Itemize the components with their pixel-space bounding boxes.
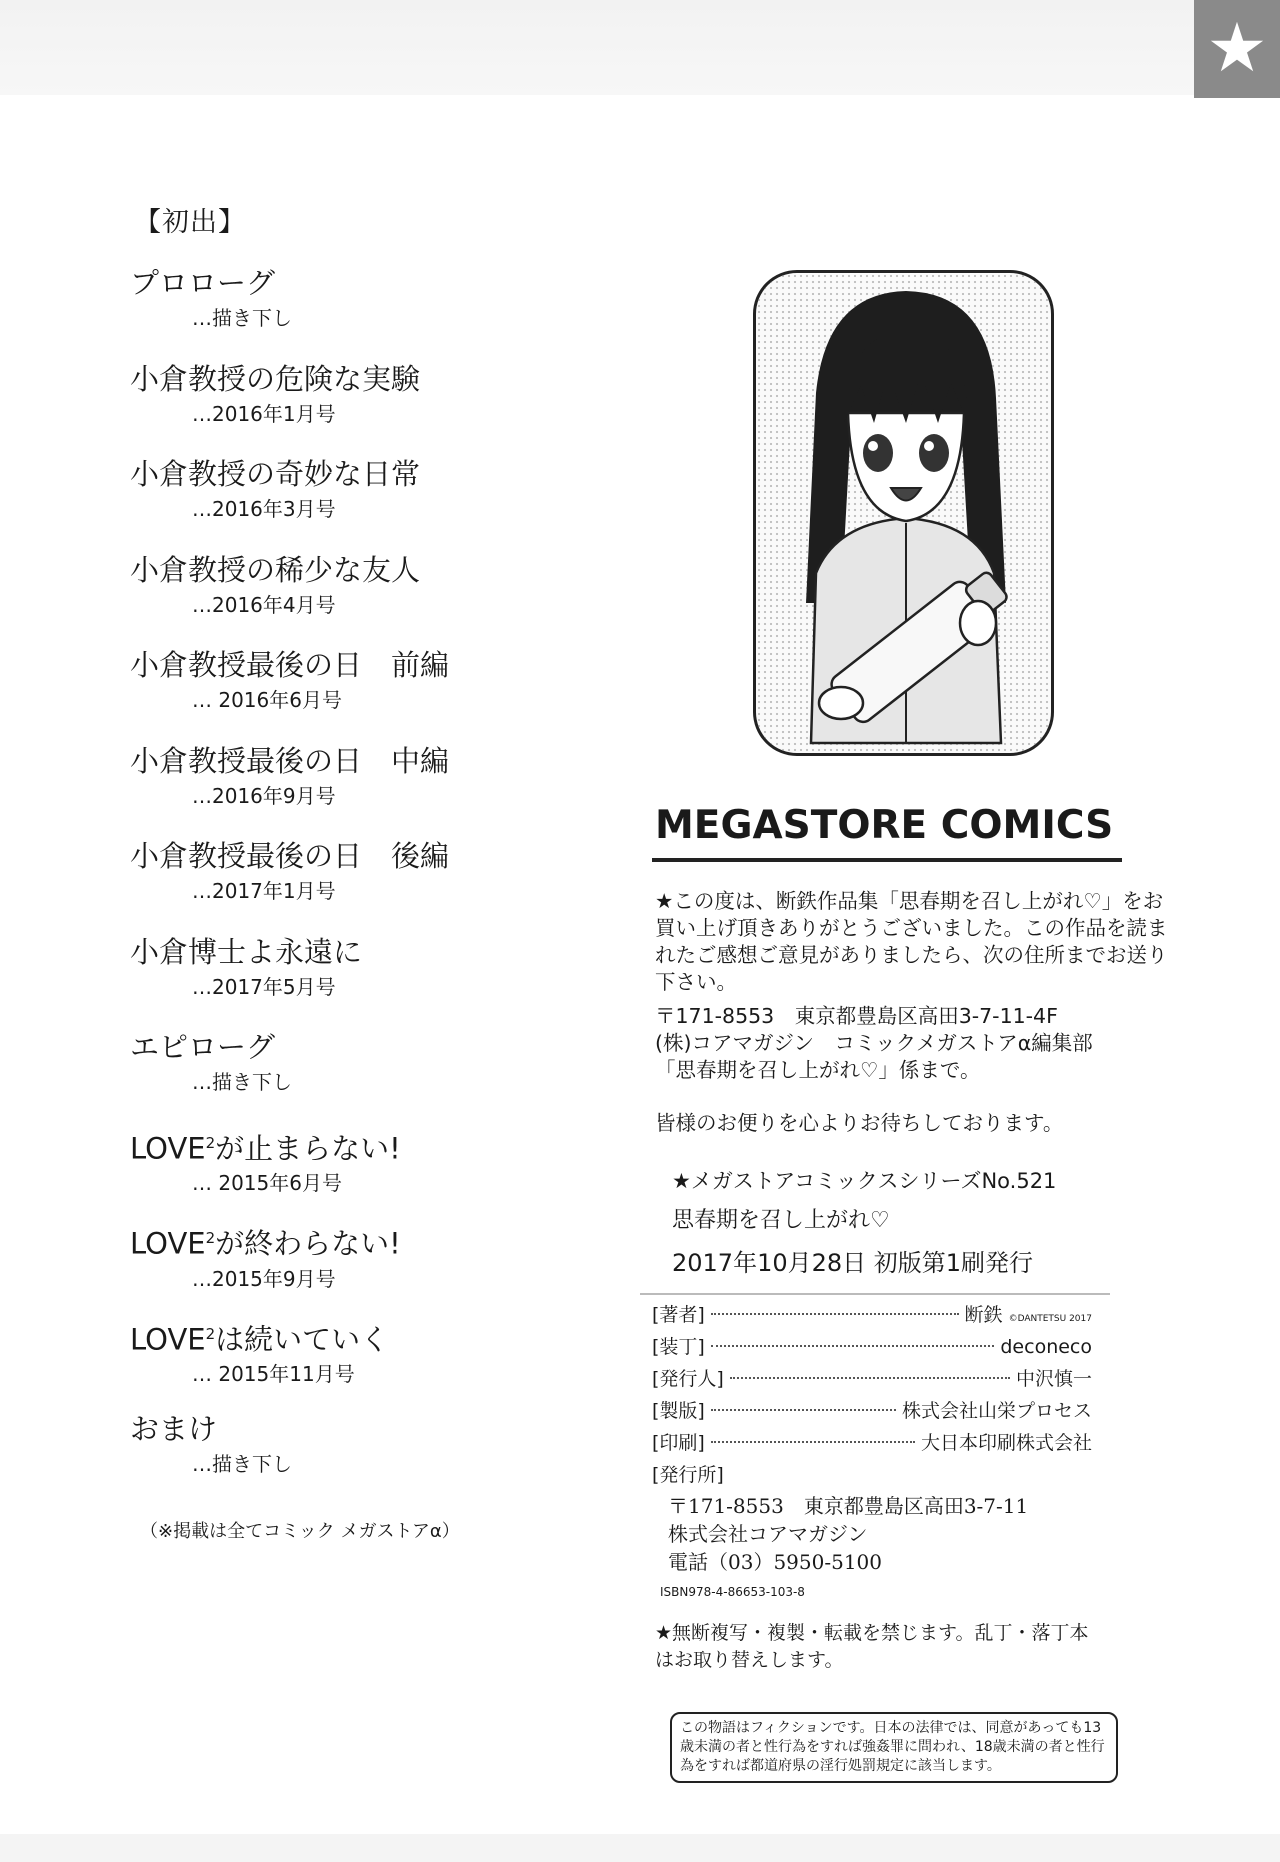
address-line: 〒171-8553 東京都豊島区高田3-7-11-4F [655,1004,1058,1028]
mailing-address [655,1003,1195,1084]
title-prefix: LOVE [130,1226,206,1261]
right-eye-highlight [924,441,934,451]
list-item [130,836,630,932]
list-item [130,645,630,741]
character-illustration-svg [756,273,1051,753]
list-item [130,1027,630,1123]
credit-value: 株式会社山栄プロセス [901,1400,1092,1422]
title-superscript: 2 [205,1324,216,1343]
title-prefix: LOVE [130,1131,206,1166]
story-title: 小倉教授最後の日 前編 [130,648,450,682]
list-item [130,550,630,646]
story-publication: …2016年3月号 [192,497,336,521]
title-suffix: が終わらない! [215,1226,401,1261]
story-publication: …描き下し [192,1070,292,1094]
story-publication: …描き下し [192,306,292,330]
story-publication: …2015年9月号 [192,1266,336,1291]
story-publication: …描き下し [192,1452,292,1476]
right-eye [919,434,949,472]
origin-heading: 【初出】 [134,207,246,238]
separator [640,1293,1110,1295]
story-title: 小倉教授の稀少な友人 [130,552,421,587]
issue-date: 2017年10月28日 初版第1刷発行 [672,1249,1034,1277]
leader-dots [711,1345,995,1347]
story-title [130,1314,630,1360]
book-title: 思春期を召し上がれ♡ [672,1208,890,1233]
title-prefix: LOVE [130,1322,206,1357]
story-publication: …2016年1月号 [192,401,336,426]
isbn: ISBN978-4-86653-103-8 [660,1585,805,1599]
credit-label: [製版] [652,1400,705,1422]
star-tab [1194,0,1280,98]
list-item [130,263,630,359]
story-publication: … 2015年11月号 [192,1362,355,1387]
brand-logo: MEGASTORE COMICS [655,803,1114,848]
origin-note: （※掲載は全てコミック メガストアα） [140,1521,460,1542]
copyright-mark: ©DANTETSU 2017 [1008,1314,1092,1324]
credit-row [652,1396,1092,1428]
title-suffix: は続いていく [215,1322,390,1357]
story-title: 小倉教授最後の日 中編 [130,743,450,778]
publisher-phone: 電話（03）5950-5100 [668,1550,883,1574]
story-title: 小倉教授の危険な実験 [130,361,421,396]
left-hand [819,687,863,719]
origin-list [130,263,630,1505]
list-item [130,454,630,550]
story-title [130,1218,630,1264]
list-item [130,1409,630,1505]
thanks-message: ★この度は、断鉄作品集「思春期を召し上がれ♡」をお買い上げ頂きありがとうございました。この作品を読まれたご感想ご意見がありましたら、次の住所までお送り下さい。 [655,889,1168,994]
leader-dots [711,1409,896,1411]
story-title: 小倉博士よ永遠に [130,934,363,969]
publisher-company: 株式会社コアマガジン [668,1522,868,1546]
story-title [130,1123,630,1169]
publisher-address: 〒171-8553 東京都豊島区高田3-7-11 [668,1494,1029,1518]
story-publication: …2017年5月号 [192,974,336,999]
credit-label: [装丁] [652,1336,705,1358]
story-title: 小倉教授の奇妙な日常 [130,457,421,491]
story-publication: … 2015年6月号 [192,1171,342,1196]
list-item [130,741,630,837]
credit-label: [発行人] [652,1368,724,1390]
title-superscript: 2 [205,1133,216,1152]
story-publication: …2017年1月号 [192,879,336,903]
star-icon: ★ [1206,9,1268,88]
list-item [130,359,630,455]
credit-row [652,1428,1092,1460]
list-item [130,932,630,1028]
character-illustration [753,270,1054,756]
publisher-info [668,1492,1028,1576]
leader-dots [730,1377,1010,1379]
credit-value [965,1300,1092,1327]
left-eye-highlight [868,441,878,451]
credit-row [652,1332,1092,1364]
bottom-band [0,1834,1280,1862]
story-title: プロローグ [130,266,276,300]
story-publication: …2016年9月号 [192,783,336,808]
leader-dots [711,1313,959,1315]
address-line: 「思春期を召し上がれ♡」係まで。 [655,1058,981,1082]
credit-label: [著者] [652,1304,705,1326]
credit-row [652,1460,1092,1492]
left-eye [863,434,893,472]
credit-row [652,1364,1092,1396]
leader-dots [711,1441,915,1443]
credit-row [652,1300,1092,1332]
story-publication: … 2016年6月号 [192,688,342,712]
list-item [130,1314,630,1410]
credits-list [652,1300,1092,1492]
copy-prohibition-notice: ★無断複写・複製・転載を禁じます。乱丁・落丁本はお取り替えします。 [655,1622,1089,1671]
credit-value-text: 断鉄 [964,1304,1003,1326]
title-superscript: 2 [205,1229,216,1247]
right-hand [960,601,996,645]
credit-label: [発行所] [652,1464,724,1486]
credit-label: [印刷] [652,1432,705,1454]
address-line: (株)コアマガジン コミックメガストアα編集部 [655,1031,1093,1055]
credit-value: deconeco [1000,1336,1092,1358]
fiction-notice: この物語はフィクションです。日本の法律では、同意があっても13歳未満の者と性行為をすれば強姦罪に問われ、18歳未満の者と性行為をすれば都道府県の淫行処罰規定に該当します。 [670,1712,1118,1783]
story-publication: …2016年4月号 [192,592,336,617]
closing-message: 皆様のお便りを心よりお待ちしております。 [655,1111,1064,1135]
story-title: 小倉教授最後の日 後編 [130,839,450,873]
series-number: ★メガストアコミックスシリーズNo.521 [672,1169,1057,1193]
list-item [130,1218,630,1314]
credit-value: 中沢慎一 [1015,1368,1092,1390]
list-item [130,1123,630,1219]
story-title: エピローグ [130,1030,276,1064]
credit-value: 大日本印刷株式会社 [920,1432,1092,1454]
top-band [0,0,1195,95]
story-title: おまけ [130,1412,218,1446]
brand-underline [652,858,1122,862]
title-suffix: が止まらない! [215,1131,401,1166]
